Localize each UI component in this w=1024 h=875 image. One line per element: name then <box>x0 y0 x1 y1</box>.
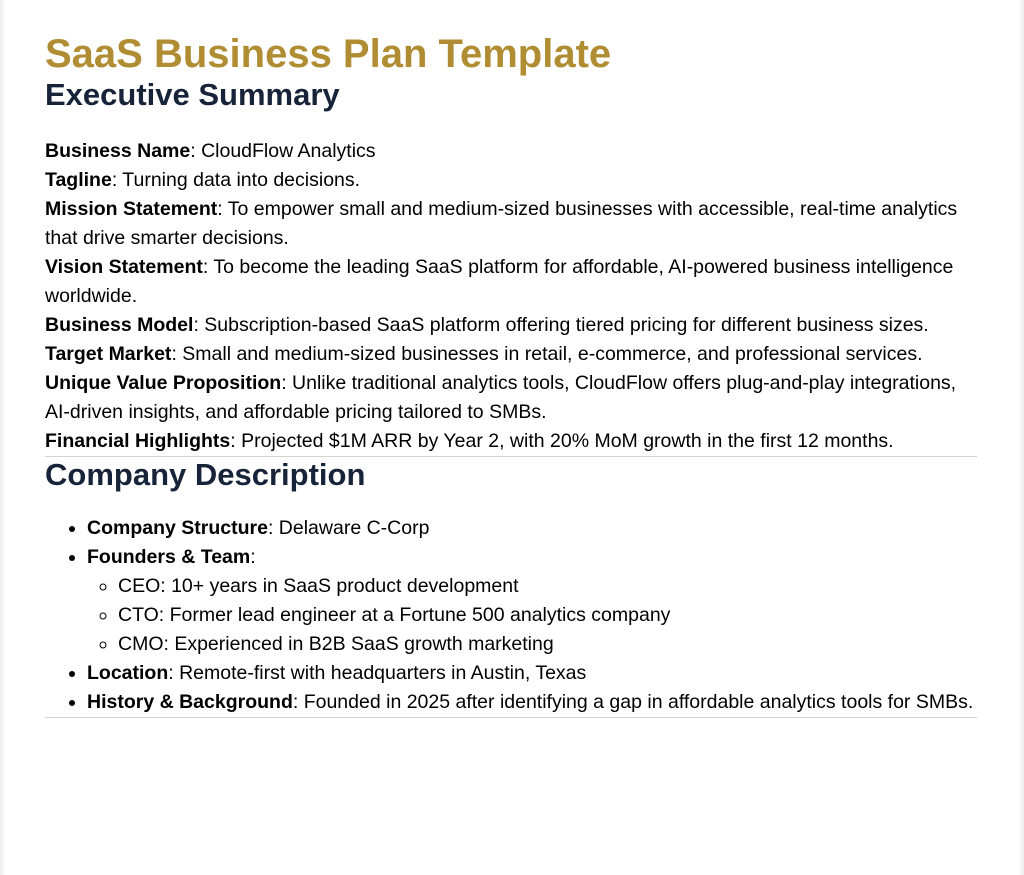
item-value: : Remote-first with headquarters in Austin, Texas <box>168 662 587 684</box>
item-label: Founders & Team <box>87 546 251 568</box>
list-item-company-structure <box>87 514 977 543</box>
item-value: : Founded in 2025 after identifying a gap in affordable analytics tools for SMBs. <box>292 691 974 713</box>
item-value: : Delaware C-Corp <box>267 517 430 539</box>
summary-label: Vision Statement <box>45 256 203 278</box>
team-member-cto: ◦ CTO: Former lead engineer at a Fortune 500 analytics company <box>118 601 977 630</box>
executive-summary-heading: Executive Summary <box>45 77 340 112</box>
company-description-heading: Company Description <box>45 457 366 492</box>
summary-business-name <box>45 137 977 166</box>
list-item-founders-team <box>87 543 977 659</box>
summary-tagline <box>45 166 977 195</box>
page-edge-right <box>1018 0 1024 875</box>
summary-value: : Projected $1M ARR by Year 2, with 20% MoM growth in the first 12 months. <box>230 430 894 452</box>
list-item-history <box>87 688 977 717</box>
team-members-list <box>87 572 977 659</box>
summary-label: Unique Value Proposition <box>45 372 282 394</box>
summary-label: Business Name <box>45 140 191 162</box>
item-value: : <box>250 546 256 568</box>
section-divider <box>45 717 977 718</box>
item-label: Location <box>87 662 169 684</box>
summary-value: : To become the leading SaaS platform for affordable, AI-powered business intelligence worldwide. <box>45 256 954 307</box>
summary-label: Business Model <box>45 314 194 336</box>
item-label: History & Background <box>87 691 293 713</box>
summary-label: Target Market <box>45 343 172 365</box>
summary-value: : To empower small and medium-sized businesses with accessible, real-time analytics that drive smarter decisions. <box>45 198 958 249</box>
summary-value: : Turning data into decisions. <box>111 169 361 191</box>
document-title: SaaS Business Plan Template <box>45 32 612 76</box>
summary-value: : CloudFlow Analytics <box>190 140 376 162</box>
summary-label: Mission Statement <box>45 198 218 220</box>
summary-mission <box>45 195 977 253</box>
summary-label: Financial Highlights <box>45 430 231 452</box>
summary-value: : Small and medium-sized businesses in retail, e-commerce, and professional services. <box>171 343 923 365</box>
list-item-location <box>87 659 977 688</box>
page-edge-left <box>0 0 6 875</box>
summary-label: Tagline <box>45 169 112 191</box>
executive-summary-list <box>45 137 977 456</box>
summary-financial-highlights <box>45 427 977 456</box>
summary-vision <box>45 253 977 311</box>
summary-value: : Unlike traditional analytics tools, CloudFlow offers plug-and-play integrations, AI-driven insights, and affordable pricing tailored to SMBs. <box>45 372 957 423</box>
summary-value: : Subscription-based SaaS platform offering tiered pricing for different business sizes. <box>193 314 929 336</box>
company-description-list <box>45 514 977 717</box>
summary-business-model <box>45 311 977 340</box>
summary-target-market <box>45 340 977 369</box>
summary-value-proposition <box>45 369 977 427</box>
team-member-ceo: ◦ CEO: 10+ years in SaaS product development <box>118 572 977 601</box>
team-member-cmo: ◦ CMO: Experienced in B2B SaaS growth marketing <box>118 630 977 659</box>
document-content <box>45 0 977 718</box>
item-label: Company Structure <box>87 517 268 539</box>
